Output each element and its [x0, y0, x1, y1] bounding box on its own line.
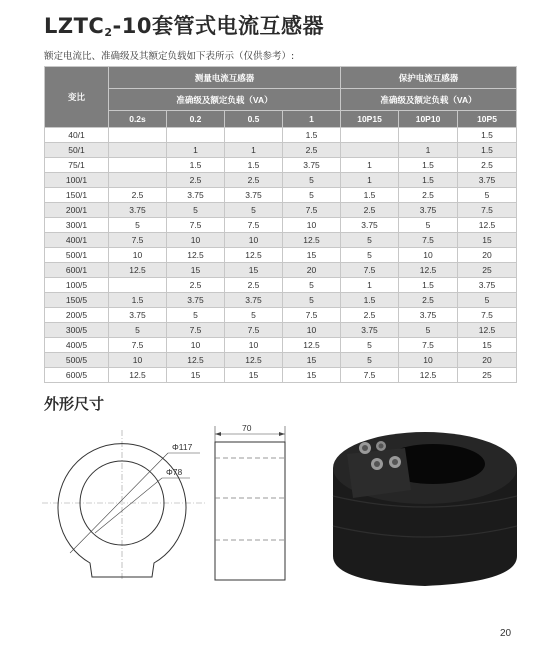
load-cell: 7.5	[341, 263, 399, 278]
load-cell: 1.5	[341, 293, 399, 308]
ratio-cell: 150/5	[45, 293, 109, 308]
load-cell: 7.5	[399, 233, 458, 248]
load-cell: 2.5	[399, 188, 458, 203]
table-row	[45, 203, 517, 218]
load-cell	[109, 128, 167, 143]
load-cell: 3.75	[341, 218, 399, 233]
load-cell: 5	[399, 218, 458, 233]
table-row	[45, 353, 517, 368]
load-cell: 5	[458, 293, 517, 308]
load-cell: 20	[283, 263, 341, 278]
load-cell: 5	[341, 248, 399, 263]
load-cell: 5	[341, 338, 399, 353]
load-cell	[341, 128, 399, 143]
load-cell: 1.5	[399, 278, 458, 293]
table-row	[45, 173, 517, 188]
protect-load-header: 准确级及额定负载（VA）	[341, 89, 517, 111]
ratio-cell: 100/5	[45, 278, 109, 293]
load-cell: 7.5	[167, 323, 225, 338]
load-cell: 10	[399, 248, 458, 263]
table-row	[45, 338, 517, 353]
load-cell: 12.5	[283, 233, 341, 248]
load-cell: 10	[225, 338, 283, 353]
load-cell: 2.5	[225, 173, 283, 188]
load-cell: 25	[458, 263, 517, 278]
load-cell: 1.5	[399, 158, 458, 173]
load-cell: 2.5	[341, 203, 399, 218]
load-cell: 1	[341, 278, 399, 293]
load-cell: 3.75	[167, 188, 225, 203]
table-row	[45, 368, 517, 383]
ratio-header: 变比	[45, 67, 109, 128]
load-cell: 1	[341, 158, 399, 173]
load-cell	[109, 173, 167, 188]
load-cell: 7.5	[283, 308, 341, 323]
side-view-drawing	[205, 420, 295, 585]
protect-group-header: 保护电流互感器	[341, 67, 517, 89]
load-cell: 1	[225, 143, 283, 158]
load-cell: 1.5	[283, 128, 341, 143]
load-cell: 1	[399, 143, 458, 158]
load-cell: 7.5	[283, 203, 341, 218]
ratio-cell: 600/1	[45, 263, 109, 278]
load-cell: 25	[458, 368, 517, 383]
load-cell: 3.75	[458, 278, 517, 293]
load-cell: 7.5	[225, 218, 283, 233]
load-cell	[341, 143, 399, 158]
load-cell: 12.5	[399, 263, 458, 278]
load-cell: 1	[341, 173, 399, 188]
load-cell: 12.5	[458, 323, 517, 338]
load-cell: 2.5	[341, 308, 399, 323]
load-cell: 1.5	[341, 188, 399, 203]
load-cell: 15	[225, 263, 283, 278]
load-cell: 7.5	[109, 338, 167, 353]
column-header: 10P5	[458, 111, 517, 128]
ratio-cell: 75/1	[45, 158, 109, 173]
load-cell: 5	[341, 233, 399, 248]
load-cell: 2.5	[399, 293, 458, 308]
load-cell: 12.5	[109, 368, 167, 383]
load-cell: 10	[283, 323, 341, 338]
load-cell: 3.75	[109, 308, 167, 323]
load-cell: 7.5	[458, 308, 517, 323]
load-cell: 3.75	[225, 293, 283, 308]
product-photo	[325, 418, 525, 590]
ratio-cell: 200/5	[45, 308, 109, 323]
load-cell: 20	[458, 248, 517, 263]
ratio-cell: 400/1	[45, 233, 109, 248]
inner-diameter-label: Φ78	[166, 467, 183, 477]
load-cell: 7.5	[399, 338, 458, 353]
ratio-cell: 400/5	[45, 338, 109, 353]
load-cell: 2.5	[167, 173, 225, 188]
load-cell: 2.5	[109, 188, 167, 203]
table-row	[45, 233, 517, 248]
load-cell: 10	[109, 248, 167, 263]
load-cell: 1.5	[399, 173, 458, 188]
ratio-cell: 500/1	[45, 248, 109, 263]
ratio-cell: 600/5	[45, 368, 109, 383]
load-cell: 10	[283, 218, 341, 233]
table-row	[45, 323, 517, 338]
table-row	[45, 128, 517, 143]
page-title: $LZTC_2-10$套管式电流互感器	[44, 14, 324, 39]
load-cell: 15	[283, 248, 341, 263]
measure-load-header: 准确级及额定负载（VA）	[109, 89, 341, 111]
load-cell: 7.5	[458, 203, 517, 218]
load-cell: 12.5	[167, 248, 225, 263]
load-cell: 1.5	[225, 158, 283, 173]
ratio-cell: 40/1	[45, 128, 109, 143]
ratio-cell: 200/1	[45, 203, 109, 218]
load-cell: 5	[109, 218, 167, 233]
load-cell: 15	[283, 368, 341, 383]
ratio-cell: 150/1	[45, 188, 109, 203]
load-cell: 10	[167, 338, 225, 353]
load-cell: 5	[167, 203, 225, 218]
table-row	[45, 248, 517, 263]
table-row	[45, 158, 517, 173]
load-cell: 7.5	[341, 368, 399, 383]
table-row	[45, 293, 517, 308]
load-cell: 5	[225, 203, 283, 218]
load-cell	[109, 158, 167, 173]
load-cell: 3.75	[341, 323, 399, 338]
load-cell: 15	[225, 368, 283, 383]
load-cell: 5	[283, 293, 341, 308]
measure-group-header: 测量电流互感器	[109, 67, 341, 89]
load-cell: 2.5	[458, 158, 517, 173]
table-row	[45, 188, 517, 203]
load-cell: 1.5	[167, 158, 225, 173]
table-row	[45, 263, 517, 278]
load-cell: 1.5	[109, 293, 167, 308]
page-number: 20	[500, 628, 512, 639]
load-cell: 2.5	[225, 278, 283, 293]
ratio-cell: 300/5	[45, 323, 109, 338]
load-cell: 15	[167, 263, 225, 278]
load-cell	[109, 143, 167, 158]
load-cell: 5	[167, 308, 225, 323]
load-cell: 15	[458, 338, 517, 353]
load-cell: 3.75	[458, 173, 517, 188]
load-cell: 7.5	[109, 233, 167, 248]
load-cell: 12.5	[399, 368, 458, 383]
load-cell: 7.5	[225, 323, 283, 338]
ratio-cell: 100/1	[45, 173, 109, 188]
column-header: 0.2s	[109, 111, 167, 128]
load-cell	[399, 128, 458, 143]
load-cell: 15	[283, 353, 341, 368]
load-cell: 1.5	[458, 128, 517, 143]
load-cell: 10	[399, 353, 458, 368]
load-cell: 5	[458, 188, 517, 203]
load-cell: 12.5	[225, 353, 283, 368]
load-cell: 5	[225, 308, 283, 323]
load-cell: 3.75	[399, 308, 458, 323]
load-cell: 5	[109, 323, 167, 338]
front-view-drawing	[40, 425, 210, 585]
load-cell: 20	[458, 353, 517, 368]
table-row	[45, 278, 517, 293]
load-cell: 7.5	[167, 218, 225, 233]
load-cell: 12.5	[167, 353, 225, 368]
load-cell: 12.5	[109, 263, 167, 278]
section-title: 外形尺寸	[44, 395, 105, 413]
load-cell: 10	[225, 233, 283, 248]
load-cell: 1.5	[458, 143, 517, 158]
load-cell: 2.5	[283, 143, 341, 158]
ratio-cell: 300/1	[45, 218, 109, 233]
load-cell: 10	[109, 353, 167, 368]
load-cell: 12.5	[458, 218, 517, 233]
load-cell: 15	[167, 368, 225, 383]
table-caption: 额定电流比、准确级及其额定负载如下表所示（仅供参考）:	[44, 51, 295, 62]
load-cell: 15	[458, 233, 517, 248]
load-cell: 5	[341, 353, 399, 368]
column-header: 10P10	[399, 111, 458, 128]
load-cell: 12.5	[283, 338, 341, 353]
rating-table	[44, 66, 517, 383]
load-cell: 5	[399, 323, 458, 338]
load-cell: 3.75	[225, 188, 283, 203]
ratio-cell: 500/5	[45, 353, 109, 368]
table-row	[45, 218, 517, 233]
load-cell: 10	[167, 233, 225, 248]
load-cell: 5	[283, 188, 341, 203]
load-cell: 3.75	[399, 203, 458, 218]
load-cell: 3.75	[109, 203, 167, 218]
column-header: 0.5	[225, 111, 283, 128]
load-cell: 3.75	[283, 158, 341, 173]
load-cell: 1	[167, 143, 225, 158]
load-cell	[167, 128, 225, 143]
column-header: 1	[283, 111, 341, 128]
ratio-cell: 50/1	[45, 143, 109, 158]
load-cell	[225, 128, 283, 143]
column-header: 10P15	[341, 111, 399, 128]
load-cell: 2.5	[167, 278, 225, 293]
load-cell: 3.75	[167, 293, 225, 308]
table-row	[45, 143, 517, 158]
column-header: 0.2	[167, 111, 225, 128]
table-row	[45, 308, 517, 323]
load-cell: 12.5	[225, 248, 283, 263]
width-dimension-label: 70	[242, 423, 252, 433]
load-cell	[109, 278, 167, 293]
outer-diameter-label: Φ117	[172, 442, 193, 452]
load-cell: 5	[283, 173, 341, 188]
load-cell: 5	[283, 278, 341, 293]
